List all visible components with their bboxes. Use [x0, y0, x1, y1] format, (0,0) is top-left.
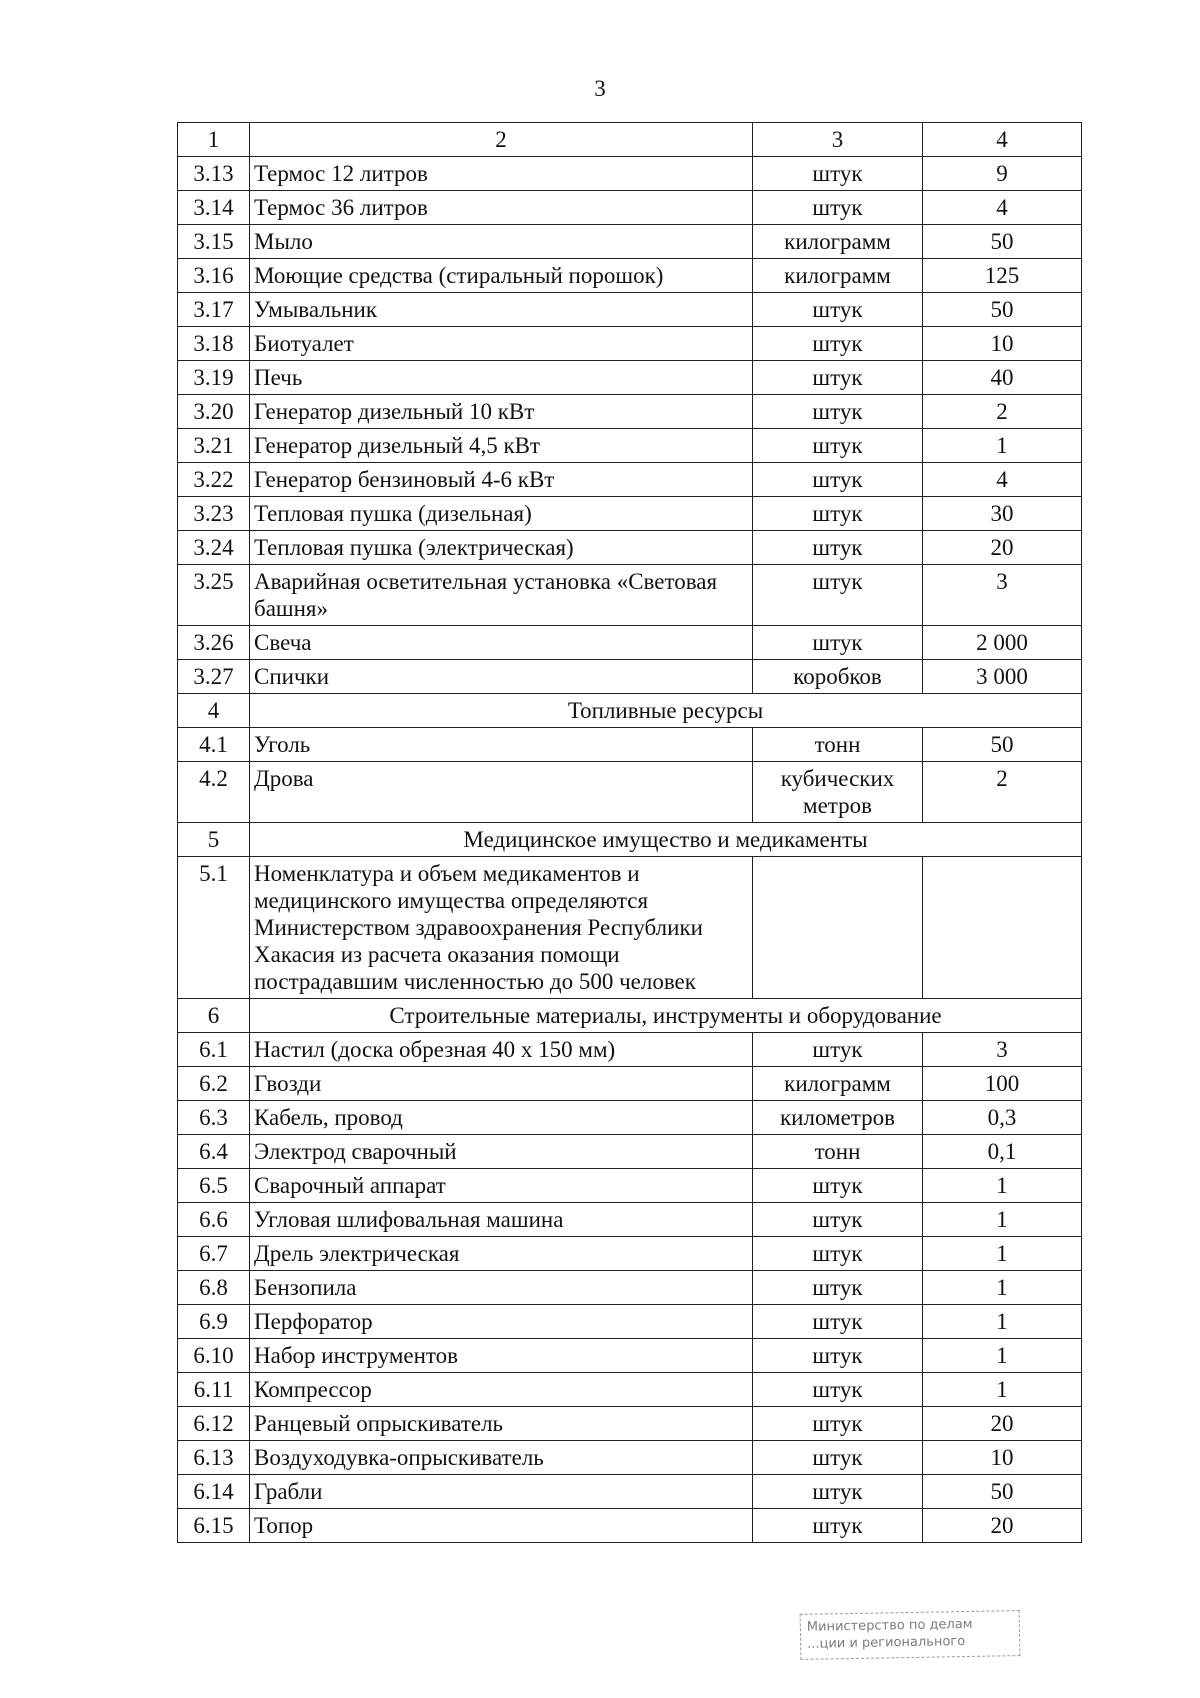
item-unit: штук [753, 1271, 923, 1305]
table-row [178, 1305, 1082, 1339]
item-quantity: 2 000 [923, 626, 1082, 660]
item-name: Уголь [250, 728, 753, 762]
section-row [178, 694, 1082, 728]
header-row [178, 123, 1082, 157]
item-number: 6.14 [178, 1475, 250, 1509]
table-row [178, 395, 1082, 429]
table-row [178, 293, 1082, 327]
item-quantity: 20 [923, 531, 1082, 565]
item-quantity: 4 [923, 463, 1082, 497]
table-row [178, 1203, 1082, 1237]
item-quantity: 3 [923, 1033, 1082, 1067]
item-name: Дрова [250, 762, 753, 823]
table-row [178, 1033, 1082, 1067]
table-row [178, 1067, 1082, 1101]
item-number: 6.11 [178, 1373, 250, 1407]
item-name: Грабли [250, 1475, 753, 1509]
item-quantity: 125 [923, 259, 1082, 293]
table-row [178, 463, 1082, 497]
table-row [178, 1237, 1082, 1271]
item-unit: штук [753, 1509, 923, 1543]
item-name: Мыло [250, 225, 753, 259]
item-quantity: 9 [923, 157, 1082, 191]
item-name: Набор инструментов [250, 1339, 753, 1373]
resource-table [177, 122, 1082, 1543]
table-row [178, 361, 1082, 395]
item-unit [753, 857, 923, 999]
item-name: Номенклатура и объем медикаментов и медицинского имущества определяются Министерством здравоохранения Республики Хакасия из расчета оказания помощи пострадавшим численностью до 500 человек [250, 857, 753, 999]
item-number: 3.27 [178, 660, 250, 694]
item-number: 3.19 [178, 361, 250, 395]
item-name: Свеча [250, 626, 753, 660]
item-number: 6.4 [178, 1135, 250, 1169]
item-name: Перфоратор [250, 1305, 753, 1339]
item-name: Тепловая пушка (электрическая) [250, 531, 753, 565]
item-quantity: 1 [923, 1237, 1082, 1271]
item-number: 6.1 [178, 1033, 250, 1067]
section-row [178, 999, 1082, 1033]
section-title: Медицинское имущество и медикаменты [250, 823, 1082, 857]
item-unit: штук [753, 1169, 923, 1203]
item-unit: штук [753, 497, 923, 531]
item-number: 3.22 [178, 463, 250, 497]
item-unit: штук [753, 1305, 923, 1339]
table-row [178, 1271, 1082, 1305]
item-quantity: 1 [923, 1169, 1082, 1203]
item-unit: штук [753, 1237, 923, 1271]
item-quantity: 100 [923, 1067, 1082, 1101]
item-quantity: 2 [923, 762, 1082, 823]
item-number: 3.25 [178, 565, 250, 626]
item-unit: штук [753, 395, 923, 429]
table-row [178, 1509, 1082, 1543]
item-unit: штук [753, 293, 923, 327]
item-unit: штук [753, 1407, 923, 1441]
table-row [178, 1441, 1082, 1475]
item-quantity: 50 [923, 728, 1082, 762]
item-name: Тепловая пушка (дизельная) [250, 497, 753, 531]
item-unit: штук [753, 327, 923, 361]
item-unit: штук [753, 531, 923, 565]
item-name: Кабель, провод [250, 1101, 753, 1135]
table-row [178, 762, 1082, 823]
table-row [178, 565, 1082, 626]
item-number: 6.3 [178, 1101, 250, 1135]
item-unit: штук [753, 1339, 923, 1373]
item-number: 6.6 [178, 1203, 250, 1237]
item-name: Гвозди [250, 1067, 753, 1101]
item-quantity: 4 [923, 191, 1082, 225]
item-number: 6.10 [178, 1339, 250, 1373]
table-row [178, 191, 1082, 225]
stamp-line-2: ...ции и регионального [807, 1634, 966, 1652]
item-quantity: 50 [923, 1475, 1082, 1509]
item-number: 3.15 [178, 225, 250, 259]
item-number: 3.26 [178, 626, 250, 660]
table-row [178, 327, 1082, 361]
item-name: Термос 12 литров [250, 157, 753, 191]
table-row [178, 1475, 1082, 1509]
item-name: Генератор бензиновый 4-6 кВт [250, 463, 753, 497]
item-name: Угловая шлифовальная машина [250, 1203, 753, 1237]
item-unit: килограмм [753, 259, 923, 293]
item-unit: килограмм [753, 225, 923, 259]
section-title: Строительные материалы, инструменты и оборудование [250, 999, 1082, 1033]
item-number: 3.23 [178, 497, 250, 531]
table-row [178, 660, 1082, 694]
table-row [178, 429, 1082, 463]
item-quantity [923, 857, 1082, 999]
item-unit: штук [753, 565, 923, 626]
item-name: Генератор дизельный 4,5 кВт [250, 429, 753, 463]
item-number: 3.20 [178, 395, 250, 429]
item-quantity: 10 [923, 1441, 1082, 1475]
item-number: 3.13 [178, 157, 250, 191]
item-number: 6.5 [178, 1169, 250, 1203]
item-name: Умывальник [250, 293, 753, 327]
item-unit: коробков [753, 660, 923, 694]
table-row [178, 497, 1082, 531]
item-unit: штук [753, 191, 923, 225]
table-row [178, 1373, 1082, 1407]
table-body [178, 123, 1082, 1543]
item-number: 6.13 [178, 1441, 250, 1475]
table-row [178, 225, 1082, 259]
item-number: 6.2 [178, 1067, 250, 1101]
item-quantity: 1 [923, 1373, 1082, 1407]
table-row [178, 1135, 1082, 1169]
item-quantity: 1 [923, 429, 1082, 463]
header-cell-1: 1 [178, 123, 250, 157]
item-number: 4.2 [178, 762, 250, 823]
header-cell-3: 3 [753, 123, 923, 157]
item-quantity: 0,1 [923, 1135, 1082, 1169]
item-name: Аварийная осветительная установка «Световая башня» [250, 565, 753, 626]
item-unit: штук [753, 1033, 923, 1067]
item-number: 6.7 [178, 1237, 250, 1271]
item-number: 3.18 [178, 327, 250, 361]
item-quantity: 2 [923, 395, 1082, 429]
item-name: Настил (доска обрезная 40 х 150 мм) [250, 1033, 753, 1067]
item-quantity: 20 [923, 1407, 1082, 1441]
section-number: 4 [178, 694, 250, 728]
item-number: 3.16 [178, 259, 250, 293]
table-row [178, 857, 1082, 999]
item-name: Термос 36 литров [250, 191, 753, 225]
item-name: Ранцевый опрыскиватель [250, 1407, 753, 1441]
item-number: 6.15 [178, 1509, 250, 1543]
item-quantity: 1 [923, 1271, 1082, 1305]
table-row [178, 728, 1082, 762]
item-unit: штук [753, 1441, 923, 1475]
item-unit: кубических метров [753, 762, 923, 823]
item-unit: штук [753, 1203, 923, 1237]
item-quantity: 40 [923, 361, 1082, 395]
header-cell-2: 2 [250, 123, 753, 157]
item-unit: тонн [753, 1135, 923, 1169]
table-row [178, 626, 1082, 660]
table-row [178, 1101, 1082, 1135]
stamp-line-1: Министерство по делам [806, 1616, 973, 1635]
item-quantity: 1 [923, 1339, 1082, 1373]
item-name: Дрель электрическая [250, 1237, 753, 1271]
item-quantity: 50 [923, 293, 1082, 327]
item-number: 6.8 [178, 1271, 250, 1305]
item-name: Бензопила [250, 1271, 753, 1305]
item-name: Топор [250, 1509, 753, 1543]
item-number: 5.1 [178, 857, 250, 999]
table-row [178, 1339, 1082, 1373]
item-unit: штук [753, 361, 923, 395]
item-quantity: 50 [923, 225, 1082, 259]
item-unit: штук [753, 1475, 923, 1509]
item-number: 6.12 [178, 1407, 250, 1441]
item-name: Генератор дизельный 10 кВт [250, 395, 753, 429]
item-unit: штук [753, 463, 923, 497]
item-number: 3.17 [178, 293, 250, 327]
table-row [178, 1169, 1082, 1203]
item-quantity: 3 [923, 565, 1082, 626]
item-unit: штук [753, 157, 923, 191]
table-row [178, 1407, 1082, 1441]
item-quantity: 1 [923, 1305, 1082, 1339]
section-title: Топливные ресурсы [250, 694, 1082, 728]
item-name: Биотуалет [250, 327, 753, 361]
item-name: Печь [250, 361, 753, 395]
item-name: Сварочный аппарат [250, 1169, 753, 1203]
item-name: Электрод сварочный [250, 1135, 753, 1169]
item-name: Моющие средства (стиральный порошок) [250, 259, 753, 293]
item-unit: штук [753, 429, 923, 463]
item-unit: километров [753, 1101, 923, 1135]
item-number: 6.9 [178, 1305, 250, 1339]
item-name: Спички [250, 660, 753, 694]
section-number: 5 [178, 823, 250, 857]
table-row [178, 259, 1082, 293]
item-number: 3.21 [178, 429, 250, 463]
item-unit: килограмм [753, 1067, 923, 1101]
item-name: Компрессор [250, 1373, 753, 1407]
item-quantity: 0,3 [923, 1101, 1082, 1135]
item-unit: тонн [753, 728, 923, 762]
page-number: 3 [594, 76, 606, 101]
table-row [178, 157, 1082, 191]
section-row [178, 823, 1082, 857]
item-number: 4.1 [178, 728, 250, 762]
item-name: Воздуходувка-опрыскиватель [250, 1441, 753, 1475]
section-number: 6 [178, 999, 250, 1033]
header-cell-4: 4 [923, 123, 1082, 157]
item-quantity: 10 [923, 327, 1082, 361]
item-quantity: 30 [923, 497, 1082, 531]
item-unit: штук [753, 626, 923, 660]
item-quantity: 1 [923, 1203, 1082, 1237]
table-row [178, 531, 1082, 565]
item-unit: штук [753, 1373, 923, 1407]
item-quantity: 3 000 [923, 660, 1082, 694]
ministry-stamp [800, 1610, 1021, 1660]
item-quantity: 20 [923, 1509, 1082, 1543]
item-number: 3.14 [178, 191, 250, 225]
item-number: 3.24 [178, 531, 250, 565]
